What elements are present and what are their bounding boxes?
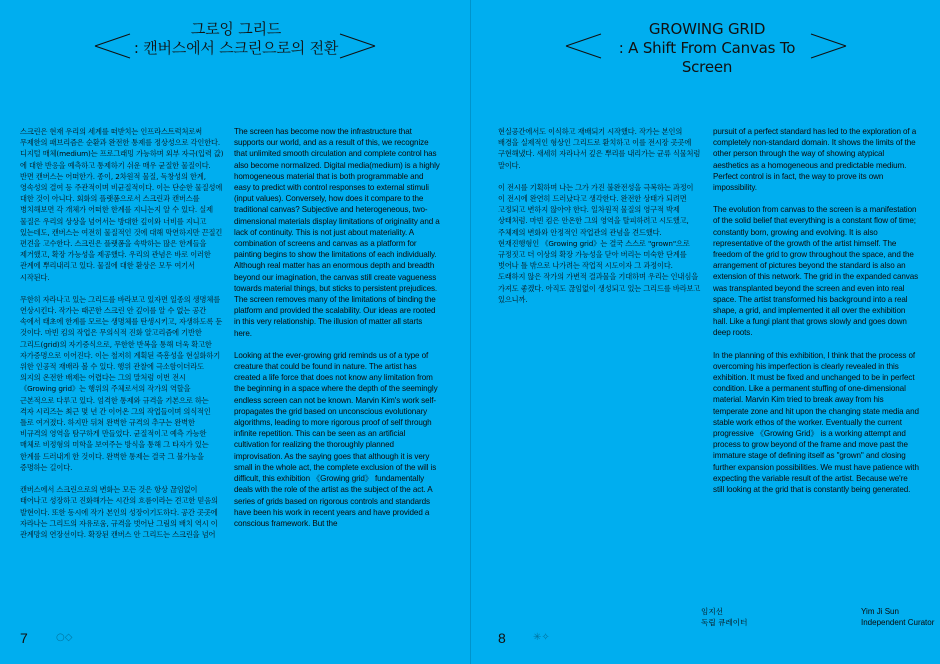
right-page	[470, 0, 940, 664]
curator-role-en: Independent Curator	[861, 618, 935, 627]
english-signature	[861, 606, 934, 628]
page-symbols: ✳✧	[533, 632, 550, 643]
english-title: GROWING GRID	[648, 20, 766, 38]
curator-name-ko: 임지선	[701, 607, 724, 616]
english-paragraph: The evolution from canvas to the screen is a manifestation of the solid belief that everything is a constant flow of time; constantly born, growing and evolving. It is also representative of the growth of the artist himself. The freedom of the grid to grow throughout the space, and the arrangement of pictures beyond the standard is also an extension of this network. The grid in the expanded canvas was transplanted beyond the screen and even into real space. The artist transformed his background into a real shape, a grid, and implemented it all over the exhibition hall. Like a fungi plant that grows slowly and goes down deep roots.	[713, 205, 919, 338]
korean-signature	[701, 606, 747, 628]
left-english-column	[234, 126, 440, 540]
korean-title: 그로잉 그리드	[190, 20, 282, 38]
english-paragraph: pursuit of a perfect standard has led to the exploration of a completely non-standard domain. It shows the limits of the other person through the way of showing atypical aesthetics as a homogeneous and predictable medium. Perfect control is in fact, the way to prove its own impossibility.	[713, 127, 917, 193]
korean-paragraph: 캔버스에서 스크린으로의 변화는 모든 것은 항상 끊임없이 태어나고 성장하고 진화해가는 시간의 흐름이라는 견고한 믿음의 발현이다. 또한 동시에 작가 본인의 성장이기도하다. 공간 곳곳에 자라나는 그리드의 자유로움, 규격을 벗어난 그림의 배치 역시 이 관계망의 연장선이다. 확장된 캔버스 안 그리드는 스크린을 넘어	[20, 485, 218, 539]
page-number: 7	[20, 630, 28, 646]
right-korean-column	[498, 126, 702, 316]
page-number: 8	[498, 630, 506, 646]
korean-paragraph: 현실공간에서도 이식하고 재배되기 시작했다. 작가는 본인의 배경을 실제적인 형상인 그리드로 환치하고 이를 전시장 곳곳에 구현해냈다. 새세히 자라나서 깊은 뿌리를 내리가는 균류 식물처럼 말이다.	[498, 127, 701, 170]
left-page-heading	[126, 20, 346, 58]
curator-role-ko: 독립 큐레이터	[701, 618, 748, 627]
curator-name-en: Yim Ji Sun	[861, 607, 899, 616]
korean-paragraph: 무한히 자라나고 있는 그리드를 바라보고 있자면 일종의 생명체를 연상시킨다. 작가는 때곤한 스크린 안 깊이를 알 수 없는 공간 속에서 태초에 한계를 모르는 생명체를 탄생시키고, 자생하도록 둔 것이다. 마빈 킴의 작업은 무의식적 진화 알고리즘에 기반한 그리드(grid)의 자기증식으로, 무한한 반복을 통해 더욱 확고한 자가증명으로 이어진다. 이는 철저히 계획된 즉흥성을 현실화하기 위한 인공적 재배라 볼 수 있다. 행위 관찰에 극소함이더라도 의지의 온전한 배제는 어렵다는 그의 말처럼 이번 전시 《Growing grid》는 행위의 주체로서의 작가의 역할을 근본적으로 다루고 있다. 엄격한 통제와 규격을 기본으로 하는 격자 시리즈는 최근 몇 년 간 이어온 그의 작업들이며 의식적인 틀로 여겨졌다. 하지만 뒤쳐 완벽한 규격의 추구는 완벽한 비규격의 영역을 탐구하게 만들었다. 균질적이고 예측 가능한 매체로 비정형의 미학을 보여주는 방식을 통해 그 타자가 있는 한계를 드러내게 한 것이다. 완벽한 통제는 결국 그 불가능을 증명하는 길이다.	[20, 294, 223, 472]
left-korean-column	[20, 126, 224, 551]
korean-paragraph: 스크린은 현재 우리의 세계를 떠받치는 인프라스트럭처로써 무제한의 패브리즘은 순환과 완전한 통제를 정상성으로 각인한다. 디지털 매체(medium)는 프로그래밍 가능하며 외부 자극(입력 값)에 대한 반응을 예측하고 통제하기 쉬운 매우 균질한 물질이다. 반면 캔버스는 어떠한가. 종이, 2차원적 물질, 독창성의 한계, 영속성의 결여 등 주관적이며 비균질적이다. 이는 단순한 물질성에 대한 것이 아니다. 회화의 플랫폼으로서 스크린과 캔버스를 병치해보면 각 개체가 어떠한 한계를 지니는지 알 수 있다. 실제 물질은 우리의 상상을 넘어서는 방대한 깊이와 너비를 지니고 있는데도, 캔버스는 여전히 물질적인 것에 대해 막연하지만 끈질긴 편견을 고수한다. 스크린은 플랫폼을 속박하는 많은 한계들을 제거했고, 확장 가능성을 제공했다. 우리의 관념은 바로 이러한 관계에 뿌리내리고 있다. 물질에 대한 환상은 모두 여기서 시작된다.	[20, 127, 224, 282]
right-english-column	[713, 126, 919, 506]
english-paragraph: In the planning of this exhibition, I think that the process of overcoming his imperfection is clearly revealed in this exhibition. It must be fixed and unchanged to be in perfect condition. Like a permanent stuffing of one-dimensional material. Marvin Kim tried to break away from his temperate zone and hit upon the changing state media and stable work ethos of the worker. Eventually the current progressive 《Growing Grid》 is a working attempt and process to grow beyond of the frame and move past the immature stage of defining itself as "grown" and closing further expansion possibilities. We must have patience with expecting the variable result of the artist. Because we're still looking at the grid that is constantly being generated.	[713, 350, 919, 495]
english-paragraph: The screen has become now the infrastructure that supports our world, and as a result of this, we recognize that unlimited smooth circulation and complete control has also become normalized. Digital media(medium) is a highly homogeneous material that is both programmable and easy to predict with control responses to external stimuli (input values). Conversely, how does it compare to the traditional canvas? Subjective and heterogeneous, two-dimensional materials display limitations of originality and a lack of continuity. This is not just about materiality. A combination of screens and canvas as a platform for painting begins to show the limitations of each individually. Although real matter has an enormous depth and breadth beyond our imagination, the canvas still create vagueness towards material things, but sticks to persistent prejudices. The screen removes many of the limitations of binding the platform and provided the scalability. Our ideas are rooted in this very relationship. The illusion of matter all starts here.	[234, 127, 440, 338]
right-page-heading	[597, 20, 817, 77]
english-paragraph: Looking at the ever-growing grid reminds us of a type of creature that could be found in nature. The artist has created a life force that does not know any limitation from the beginning in a space where the depth of the seemingly endless screen can not be known. Marvin Kim's work self-propagates the grid based on unconscious evolutionary algorithms, leading to more rigorous proof of self through infinite repetition. This can be seen as an artificial cultivation for realizing the thoroughly planned improvisation. As the saying goes that although it is very small in the whole act, the complete exclusion of the will is difficult, this exhibition 《Growing grid》 fundamentally deals with the role of the artist as the subject of the act. A series of grids based on rigorous controls and standards have been his work in recent years and have provided a conscious framework. But the	[234, 350, 438, 528]
page-symbols: ○◇	[56, 632, 73, 643]
korean-paragraph: 이 전시를 기획하며 나는 그가 가진 불완전성을 극복하는 과정이 이 전시에 완연히 드러났다고 생각한다. 완전한 상태가 되려면 고정되고 변하지 않아야 한다. 일차원적 물질의 영구적 박제 상태처럼. 마빈 킴은 안온한 그의 영역을 탈피하려고 시도했고, 주체제의 변화와 안정적인 작업관의 관념을 견드했다. 현재진행형인 《Growing grid》는 결국 스스로 "grown"으로 규정짓고 더 이상의 확장 가능성을 닫아 버리는 미숙한 단계를 벗어나 틀 밖으로 나가려는 작업적 시도이자 그 과정이다. 도래하지 않은 작가의 가변적 결과물을 기대하며 우리는 인내심을 가져도 좋겠다. 아직도 끊임없이 생성되고 있는 그리드를 바라보고 있으니까.	[498, 182, 701, 304]
korean-subtitle: : 캔버스에서 스크린으로의 전환	[133, 39, 339, 57]
english-subtitle: : A Shift From Canvas To Screen	[618, 39, 796, 76]
